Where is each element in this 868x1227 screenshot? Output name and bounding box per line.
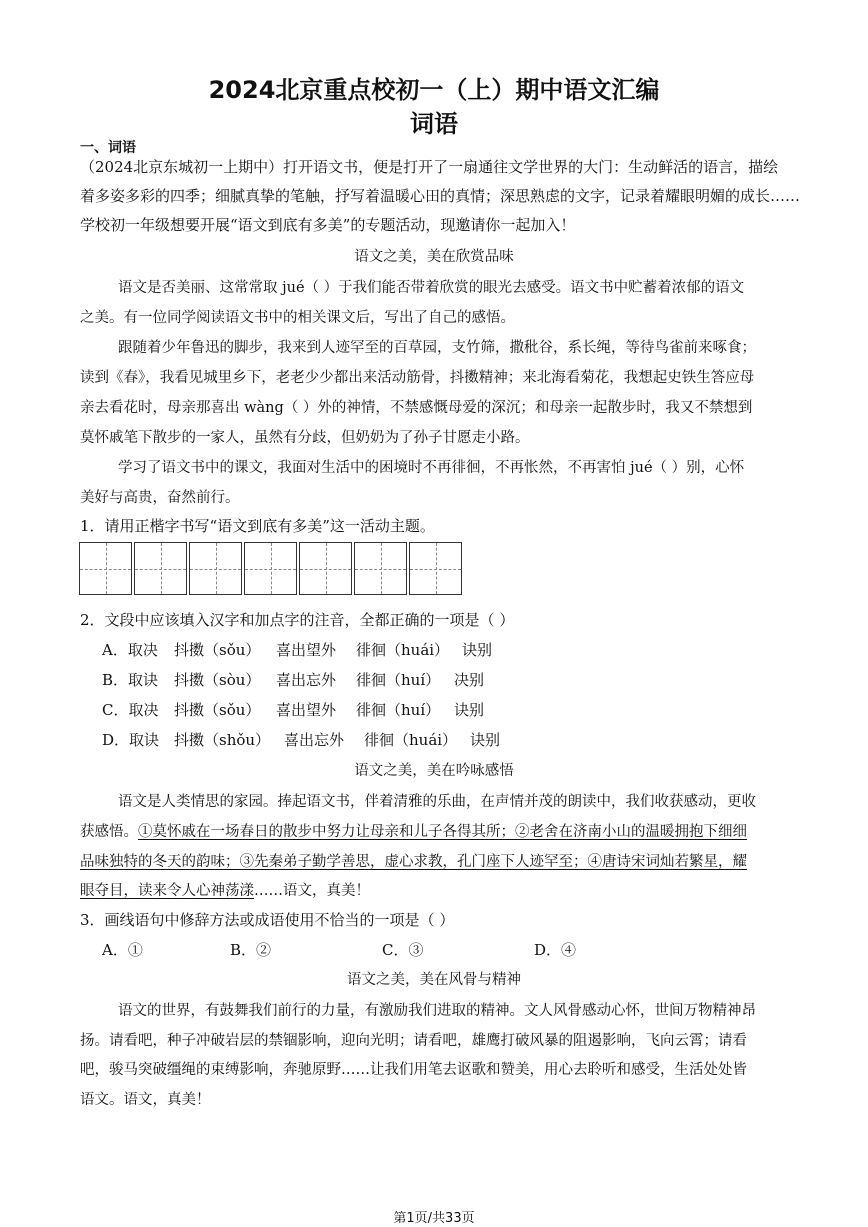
option-part: 诀别 xyxy=(462,641,493,659)
option-part: 喜出望外 xyxy=(276,641,337,659)
grid-cell[interactable] xyxy=(79,542,132,595)
option-part: 抖擞（shǒu） xyxy=(174,731,271,749)
passage-line: 美好与高贵，奋然前行。 xyxy=(80,490,240,506)
option-part: 诀别 xyxy=(454,701,485,719)
passage-line: 语文是否美丽、这常常取 jué（ ）于我们能否带着欣赏的眼光去感受。语文书中贮蓄着浓郁的语文 xyxy=(118,280,745,296)
option-d[interactable] xyxy=(102,729,500,750)
question-3: 3．画线语句中修辞方法或成语使用不恰当的一项是（ ） xyxy=(80,911,455,929)
option-part: 徘徊（huái） xyxy=(356,641,450,659)
grid-cell[interactable] xyxy=(409,542,462,595)
intro-line: 着多姿多彩的四季；细腻真挚的笔触，抒写着温暖心田的真情；深思熟虑的文字，记录着耀眼明媚的成长…… xyxy=(80,187,801,205)
option-a[interactable] xyxy=(102,639,492,660)
passage-line: 语文。语文，真美！ xyxy=(80,1092,211,1108)
option-part: 诀别 xyxy=(470,731,501,749)
page-title: 2024北京重点校初一（上）期中语文汇编 xyxy=(208,76,660,104)
passage-line: 跟随着少年鲁迅的脚步，我来到人迹罕至的百草园，支竹筛，撒秕谷，系长绳，等待鸟雀前来啄食； xyxy=(118,340,756,356)
q3-option-a[interactable]: A．① xyxy=(102,941,143,959)
option-part: 喜出忘外 xyxy=(276,671,337,689)
passage-text: 获感悟。 xyxy=(80,824,138,840)
option-part: 抖擞（sòu） xyxy=(174,671,261,689)
option-part: 喜出忘外 xyxy=(284,731,345,749)
intro-line: （2024北京东城初一上期中）打开语文书，便是打开了一扇通往文学世界的大门：生动鲜活的语言，描绘 xyxy=(80,158,779,176)
part-heading: 语文之美，美在风骨与精神 xyxy=(347,972,521,988)
option-part: 抖擞（sǒu） xyxy=(174,701,261,719)
grid-cell[interactable] xyxy=(134,542,187,595)
q3-option-d[interactable]: D．④ xyxy=(534,941,577,959)
section-heading: 一、词语 xyxy=(80,140,136,156)
part-heading: 语文之美，美在吟咏感悟 xyxy=(354,763,514,779)
question-1: 1．请用正楷字书写“语文到底有多美”这一活动主题。 xyxy=(80,517,435,535)
option-b[interactable] xyxy=(102,669,484,690)
passage-line: 读到《春》，我看见城里乡下，老老少少都出来活动筋骨，抖擞精神；来北海看菊花，我想起史铁生答应母 xyxy=(80,370,755,386)
underlined-sentence: 眼夺目，读来令人心神荡漾 xyxy=(80,883,254,899)
passage-line: 吧，骏马突破缰绳的束缚影响，奔驰原野……让我们用笔去讴歌和赞美，用心去聆听和感受，生活处处皆 xyxy=(80,1062,747,1078)
passage-line: 亲去看花时，母亲那喜出 wàng（ ）外的神情，不禁感慨母爱的深沉；和母亲一起散步时，我又不禁想到 xyxy=(80,400,753,416)
option-part: 抖擞（sǒu） xyxy=(174,641,261,659)
passage-line: 语文的世界，有鼓舞我们前行的力量，有激励我们进取的精神。文人风骨感动心怀，世间万物精神昂 xyxy=(118,1003,756,1019)
option-part: 徘徊（huí） xyxy=(356,671,441,689)
option-part: 决别 xyxy=(454,671,485,689)
underlined-sentence: 品味独特的冬天的韵味；③先秦弟子勤学善思，虚心求教，孔门座下人迹罕至；④唐诗宋词灿若繁星，耀 xyxy=(80,854,747,870)
grid-cell[interactable] xyxy=(244,542,297,595)
option-part: 徘徊（huái） xyxy=(364,731,458,749)
underlined-sentence: ①莫怀戚在一场春日的散步中努力让母亲和儿子各得其所；②老舍在济南小山的温暖拥抱下细细 xyxy=(138,824,747,840)
option-label: B．取诀 xyxy=(102,671,159,689)
q3-option-b[interactable]: B．② xyxy=(230,941,272,959)
passage-line: 语文是人类情思的家园。捧起语文书，伴着清雅的乐曲，在声情并茂的朗读中，我们收获感动，更收 xyxy=(118,794,756,810)
page-subtitle: 词语 xyxy=(410,110,458,138)
grid-cell[interactable] xyxy=(299,542,352,595)
option-label: D．取诀 xyxy=(102,731,160,749)
option-part: 喜出望外 xyxy=(276,701,337,719)
passage-text: ……语文，真美！ xyxy=(254,883,370,899)
passage-line: 莫怀戚笔下散步的一家人，虽然有分歧，但奶奶为了孙子甘愿走小路。 xyxy=(80,430,530,446)
option-label: C．取决 xyxy=(102,701,159,719)
passage-line xyxy=(80,879,370,900)
q3-option-c[interactable]: C．③ xyxy=(382,941,424,959)
intro-line: 学校初一年级想要开展“语文到底有多美”的专题活动，现邀请你一起加入！ xyxy=(80,216,576,234)
option-c[interactable] xyxy=(102,699,484,720)
option-label: A．取决 xyxy=(102,641,158,659)
grid-cell[interactable] xyxy=(189,542,242,595)
passage-line xyxy=(80,820,747,841)
writing-grid[interactable] xyxy=(79,542,464,596)
passage-line: 学习了语文书中的课文，我面对生活中的困境时不再徘徊，不再怅然，不再害怕 jué（ ）别，心怀 xyxy=(118,460,745,476)
passage-line: 之美。有一位同学阅读语文书中的相关课文后，写出了自己的感悟。 xyxy=(80,310,515,326)
option-part: 徘徊（huí） xyxy=(356,701,441,719)
question-2: 2．文段中应该填入汉字和加点字的注音，全都正确的一项是（ ） xyxy=(80,611,515,629)
part-heading: 语文之美，美在欣赏品味 xyxy=(354,249,514,265)
grid-cell[interactable] xyxy=(354,542,407,595)
page-number: 第1页/共33页 xyxy=(393,1211,475,1226)
passage-line: 扬。请看吧，种子冲破岩层的禁锢影响，迎向光明；请看吧，雄鹰打破风暴的阻遏影响，飞向云霄；请看 xyxy=(80,1033,747,1049)
